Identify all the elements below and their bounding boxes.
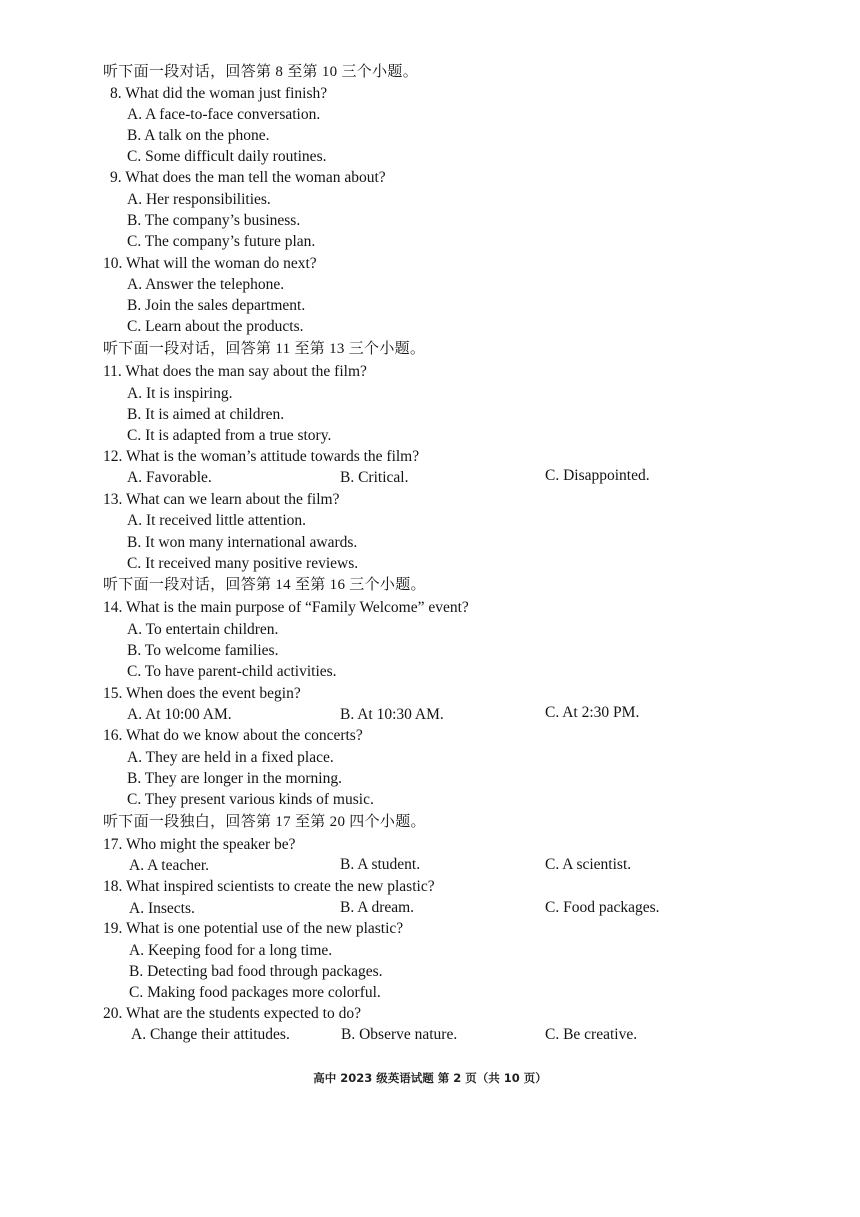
question-number: 11. [103, 363, 122, 380]
question-number: 12. [103, 448, 123, 465]
option-19c: C. Making food packages more colorful. [129, 984, 381, 1001]
option-15a: A. At 10:00 AM. [127, 706, 232, 723]
question-number: 15. [103, 685, 123, 702]
option-11a: A. It is inspiring. [127, 385, 233, 402]
option-10a: A. Answer the telephone. [127, 276, 285, 293]
question-10 [103, 254, 317, 274]
question-text: What can we learn about the film? [125, 491, 340, 508]
question-number: 10. [103, 255, 123, 272]
option-20a: A. Change their attitudes. [131, 1026, 290, 1043]
question-18 [103, 877, 435, 897]
question-13 [103, 490, 339, 510]
section-instruction: 听下面一段对话，回答第 8 至第 10 三个小题。 [103, 64, 419, 80]
question-number: 8. [110, 85, 122, 102]
question-8 [110, 84, 327, 104]
option-13c: C. It received many positive reviews. [127, 555, 359, 572]
option-8a: A. A face-to-face conversation. [127, 106, 321, 123]
option-9a: A. Her responsibilities. [127, 191, 271, 208]
question-9 [110, 168, 386, 188]
question-text: What are the students expected to do? [125, 1005, 361, 1022]
question-14 [103, 598, 469, 618]
option-9c: C. The company’s future plan. [127, 233, 316, 250]
option-17a: A. A teacher. [129, 857, 210, 874]
option-12b: B. Critical. [340, 469, 409, 486]
question-text: What is the main purpose of “Family Welcome” event? [125, 599, 469, 616]
option-19a: A. Keeping food for a long time. [129, 942, 333, 959]
question-text: What inspired scientists to create the new plastic? [125, 878, 435, 895]
option-20b: B. Observe nature. [341, 1026, 458, 1043]
question-17 [103, 835, 296, 855]
question-text: What do we know about the concerts? [125, 727, 363, 744]
question-text: What did the woman just finish? [125, 85, 328, 102]
option-16c: C. They present various kinds of music. [127, 791, 374, 808]
option-17b: B. A student. [340, 856, 421, 873]
question-number: 9. [110, 169, 122, 186]
option-10b: B. Join the sales department. [127, 297, 306, 314]
section-instruction: 听下面一段对话，回答第 11 至第 13 三个小题。 [103, 341, 426, 357]
option-14b: B. To welcome families. [127, 642, 279, 659]
option-14a: A. To entertain children. [127, 621, 279, 638]
section-instruction: 听下面一段独白，回答第 17 至第 20 四个小题。 [103, 814, 426, 830]
option-16b: B. They are longer in the morning. [127, 770, 342, 787]
question-11 [103, 362, 367, 382]
question-text: What does the man tell the woman about? [125, 169, 386, 186]
option-8b: B. A talk on the phone. [127, 127, 270, 144]
option-9b: B. The company’s business. [127, 212, 301, 229]
question-19 [103, 919, 403, 939]
question-20 [103, 1004, 361, 1024]
question-number: 17. [103, 836, 123, 853]
option-17c: C. A scientist. [545, 856, 632, 873]
question-text: Who might the speaker be? [125, 836, 296, 853]
option-14c: C. To have parent-child activities. [127, 663, 337, 680]
question-number: 16. [103, 727, 123, 744]
page-footer: 高中 2023 级英语试题 第 2 页（共 10 页） [313, 1071, 547, 1085]
question-text: What will the woman do next? [125, 255, 317, 272]
question-text: When does the event begin? [125, 685, 301, 702]
question-number: 13. [103, 491, 123, 508]
option-12a: A. Favorable. [127, 469, 212, 486]
question-text: What is the woman’s attitude towards the film? [125, 448, 420, 465]
question-16 [103, 726, 363, 746]
option-15c: C. At 2:30 PM. [545, 704, 640, 721]
question-number: 20. [103, 1005, 123, 1022]
question-12 [103, 447, 419, 467]
option-18b: B. A dream. [340, 899, 415, 916]
section-instruction: 听下面一段对话，回答第 14 至第 16 三个小题。 [103, 577, 426, 593]
question-number: 19. [103, 920, 123, 937]
option-12c: C. Disappointed. [545, 467, 650, 484]
option-8c: C. Some difficult daily routines. [127, 148, 327, 165]
question-text: What does the man say about the film? [125, 363, 367, 380]
option-18c: C. Food packages. [545, 899, 660, 916]
question-number: 14. [103, 599, 123, 616]
option-10c: C. Learn about the products. [127, 318, 304, 335]
option-11b: B. It is aimed at children. [127, 406, 285, 423]
option-18a: A. Insects. [129, 900, 195, 917]
option-19b: B. Detecting bad food through packages. [129, 963, 383, 980]
option-13a: A. It received little attention. [127, 512, 307, 529]
option-15b: B. At 10:30 AM. [340, 706, 444, 723]
option-11c: C. It is adapted from a true story. [127, 427, 332, 444]
question-text: What is one potential use of the new plastic? [125, 920, 404, 937]
option-13b: B. It won many international awards. [127, 534, 358, 551]
question-number: 18. [103, 878, 123, 895]
question-15 [103, 684, 301, 704]
option-20c: C. Be creative. [545, 1026, 638, 1043]
option-16a: A. They are held in a fixed place. [127, 749, 334, 766]
